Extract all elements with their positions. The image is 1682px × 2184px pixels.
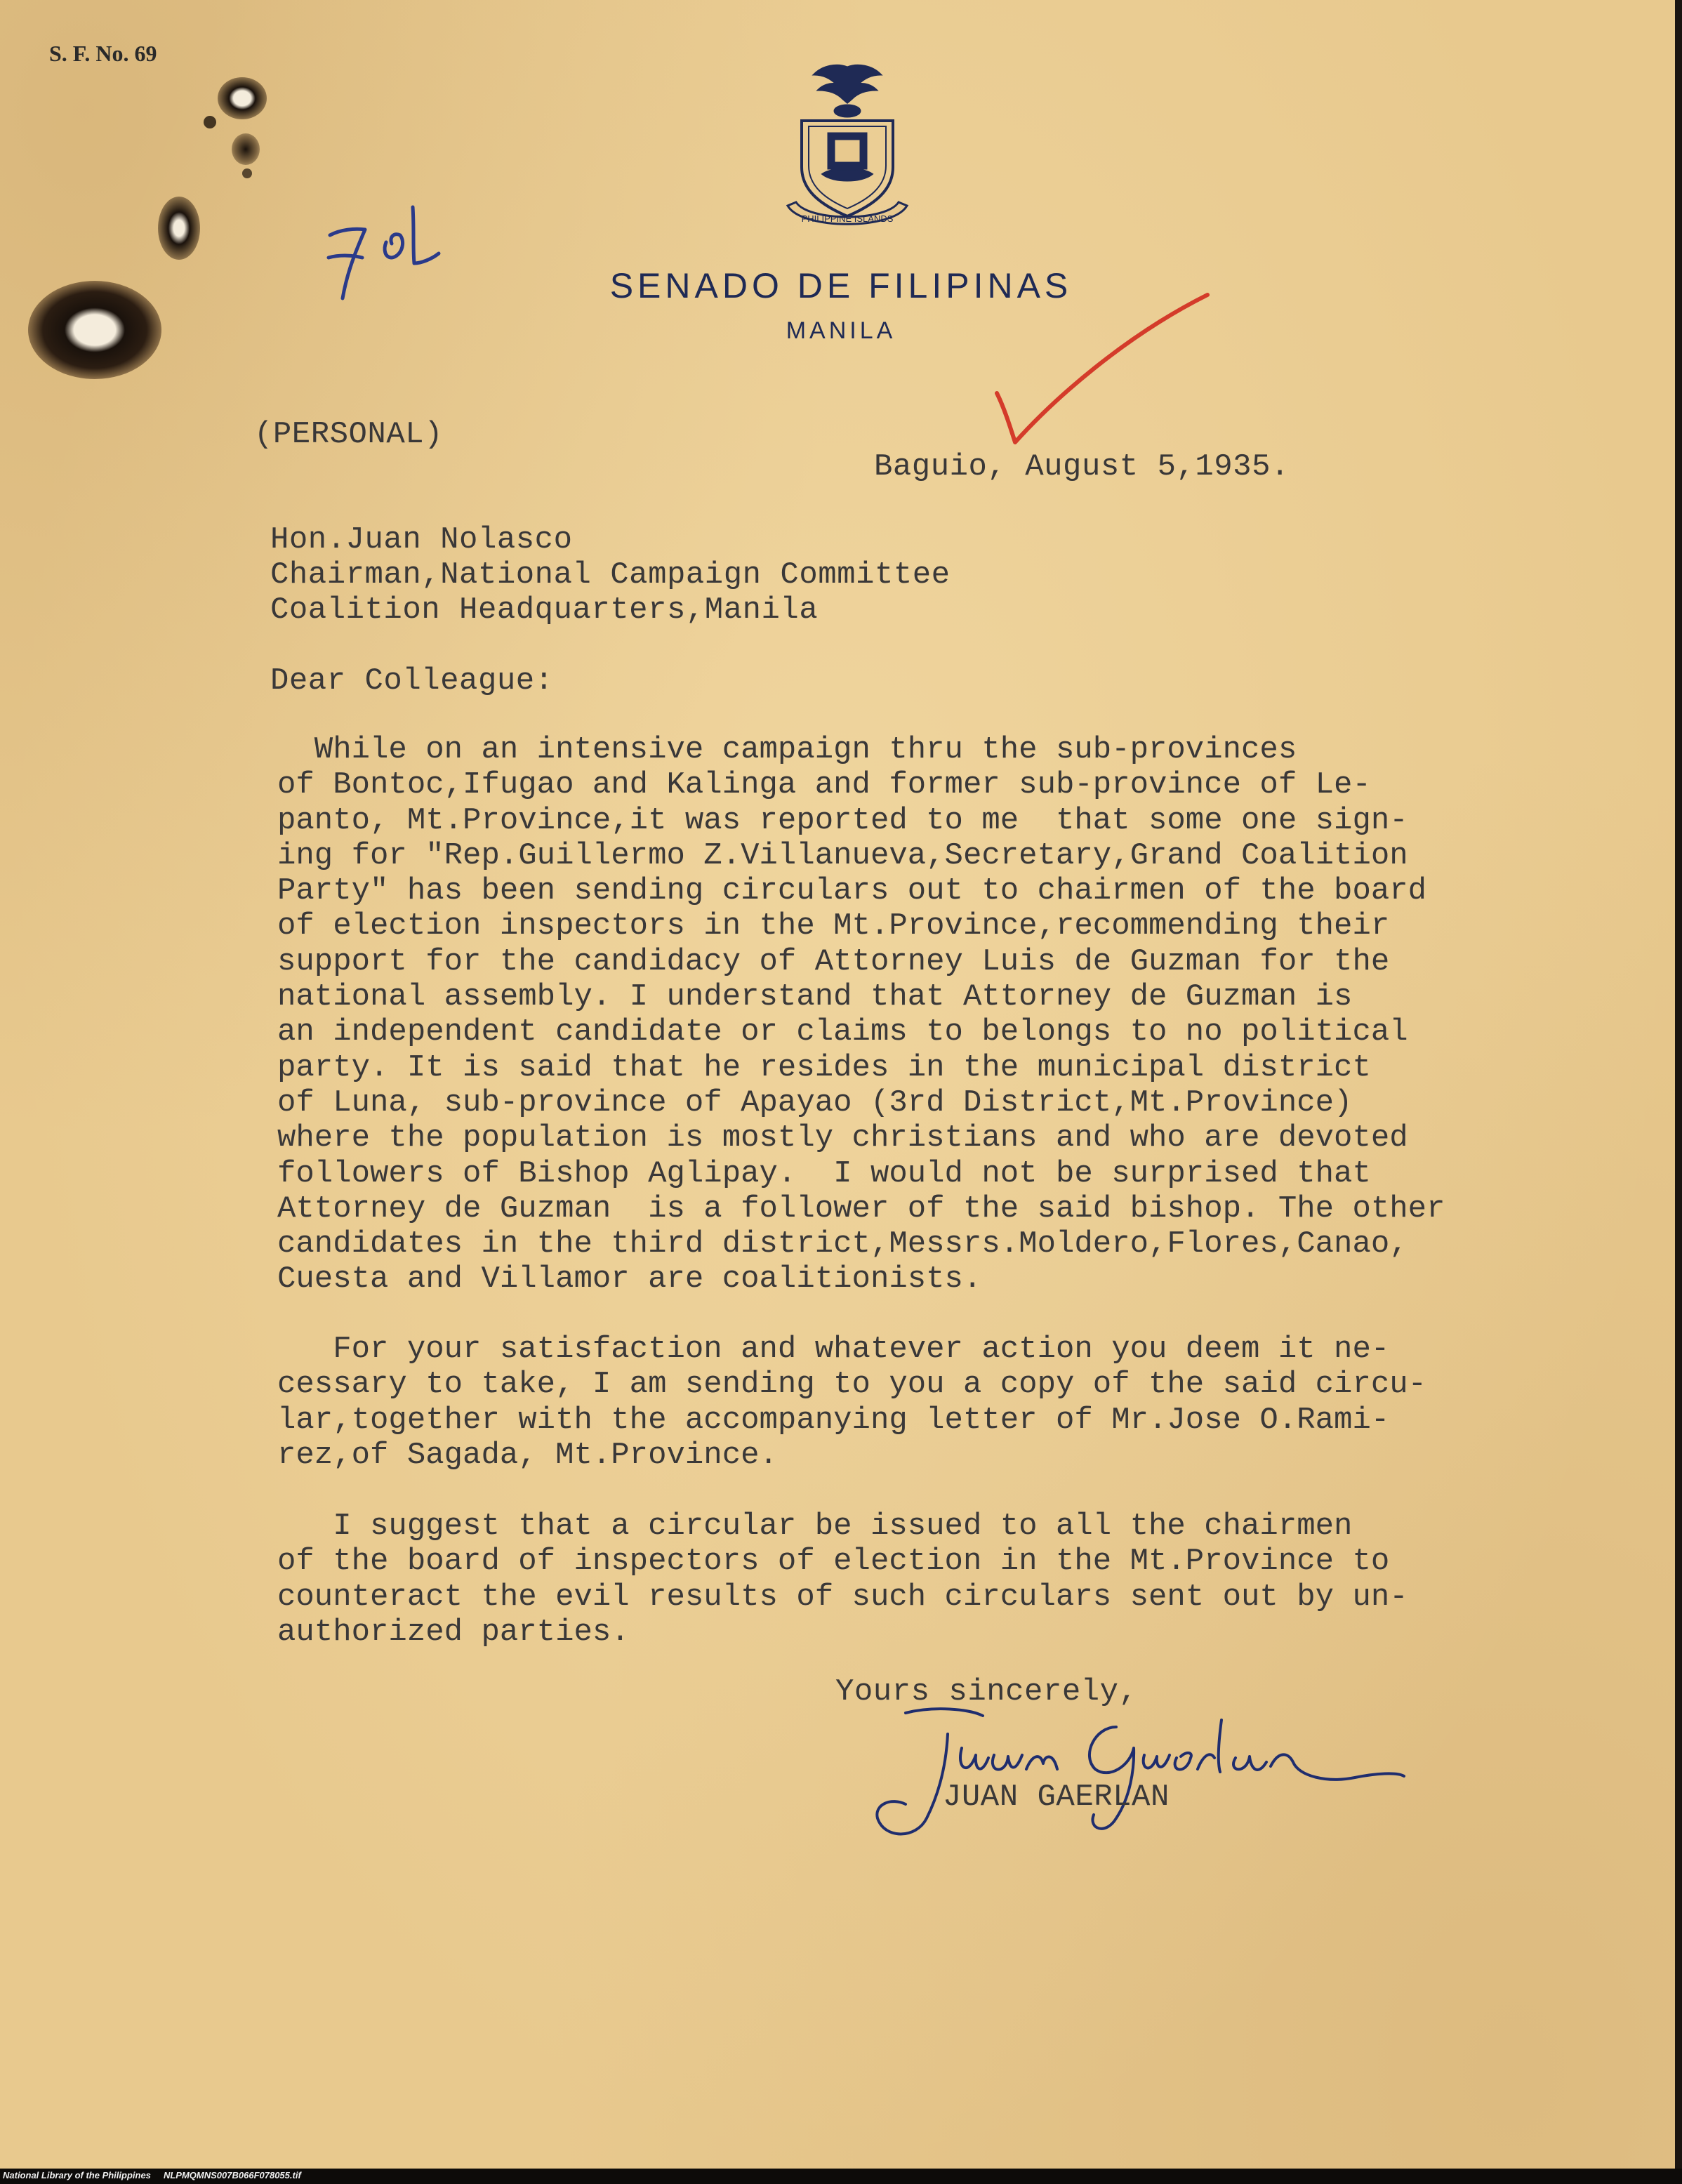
text-line: For your satisfaction and whatever action you deem it ne- — [277, 1332, 1390, 1367]
body-paragraph — [277, 1509, 1408, 1650]
text-line: of the board of inspectors of election in the Mt.Province to — [277, 1544, 1390, 1580]
handwritten-notation — [316, 193, 456, 316]
signer-name: JUAN GAERLAN — [943, 1780, 1170, 1815]
body-paragraph — [277, 1332, 1426, 1473]
text-line: candidates in the third district,Messrs.Moldero,Flores,Canao, — [277, 1226, 1408, 1262]
burn-mark — [232, 133, 260, 165]
letterhead-city: MANILA — [786, 317, 896, 344]
text-line: where the population is mostly christians and who are devoted — [277, 1120, 1408, 1156]
file-number: S. F. No. 69 — [49, 41, 157, 66]
text-line: followers of Bishop Aglipay. I would not be surprised that — [277, 1156, 1371, 1191]
text-line: I suggest that a circular be issued to all the chairmen — [277, 1509, 1353, 1544]
letterhead-title: SENADO DE FILIPINAS — [609, 266, 1073, 305]
text-line: While on an intensive campaign thru the sub-provinces — [277, 732, 1297, 767]
closing: Yours sincerely, — [835, 1674, 1138, 1709]
scan-caption: National Library of the Philippines NLPMQMNS007B066F078055.tif — [3, 2170, 301, 2180]
text-line: lar,together with the accompanying letter of Mr.Jose O.Rami- — [277, 1402, 1390, 1438]
text-line: national assembly. I understand that Attorney de Guzman is — [277, 979, 1353, 1015]
text-line: an independent candidate or claims to belongs to no political — [277, 1014, 1408, 1050]
text-line: authorized parties. — [277, 1614, 630, 1650]
text-line: of Luna, sub-province of Apayao (3rd District,Mt.Province) — [277, 1085, 1353, 1120]
seal-label: PHILIPPINE ISLANDS — [801, 213, 894, 224]
body-paragraph — [277, 732, 1445, 1297]
burn-hole — [158, 197, 200, 260]
handwritten-signature — [863, 1699, 1411, 1846]
text-line: ing for "Rep.Guillermo Z.Villanueva,Secretary,Grand Coalition — [277, 838, 1408, 873]
personal-tag: (PERSONAL) — [254, 417, 444, 452]
addressee-line: Chairman,National Campaign Committee — [270, 557, 951, 593]
senate-seal-icon — [781, 62, 914, 237]
red-checkmark — [983, 288, 1214, 449]
text-line: Cuesta and Villamor are coalitionists. — [277, 1262, 982, 1297]
text-line: Party" has been sending circulars out to chairmen of the board — [277, 873, 1427, 909]
text-line: panto, Mt.Province,it was reported to me that some one sign- — [277, 802, 1408, 838]
text-line: Attorney de Guzman is a follower of the said bishop. The other — [277, 1191, 1445, 1226]
text-line: party. It is said that he resides in the municipal district — [277, 1050, 1371, 1085]
text-line: support for the candidacy of Attorney Luis de Guzman for the — [277, 944, 1390, 979]
burn-hole — [218, 77, 267, 119]
salutation: Dear Colleague: — [270, 663, 554, 699]
addressee-line: Coalition Headquarters,Manila — [270, 593, 819, 628]
text-line: of election inspectors in the Mt.Province,recommending their — [277, 908, 1390, 944]
addressee-line: Hon.Juan Nolasco — [270, 522, 573, 557]
text-line: counteract the evil results of such circulars sent out by un- — [277, 1579, 1408, 1615]
place-date: Baguio, August 5,1935. — [874, 449, 1290, 484]
burn-mark — [242, 168, 252, 178]
text-line: rez,of Sagada, Mt.Province. — [277, 1437, 778, 1473]
burn-mark — [204, 116, 216, 128]
text-line: of Bontoc,Ifugao and Kalinga and former sub-province of Le- — [277, 767, 1371, 803]
text-line: cessary to take, I am sending to you a copy of the said circu- — [277, 1367, 1427, 1403]
